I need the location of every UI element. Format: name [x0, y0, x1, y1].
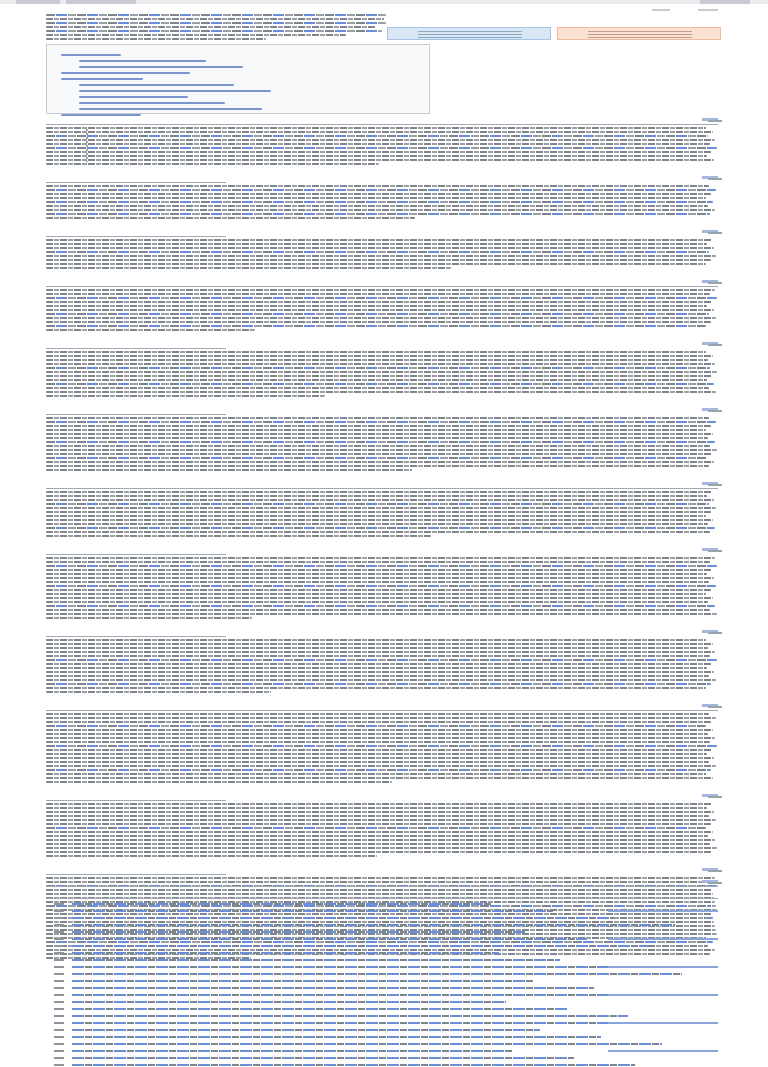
- text-line-with-link[interactable]: [46, 441, 715, 443]
- reference-citation[interactable]: [72, 1015, 628, 1017]
- text-line: [46, 647, 708, 649]
- text-line: [46, 835, 708, 837]
- reference-citation[interactable]: [72, 973, 682, 975]
- reference-item[interactable]: [46, 1015, 718, 1018]
- text-line: [46, 781, 392, 783]
- text-line: [46, 807, 707, 809]
- text-line: [46, 305, 707, 307]
- text-line: [46, 667, 707, 669]
- text-line: [46, 127, 706, 129]
- reference-citation[interactable]: [72, 903, 492, 905]
- text-line: [46, 855, 377, 857]
- text-line: [46, 753, 707, 755]
- margin-marker: [708, 632, 722, 634]
- text-line: [46, 765, 716, 767]
- section-heading: [46, 794, 226, 801]
- text-line: [46, 499, 714, 501]
- text-line-with-link[interactable]: [46, 147, 717, 149]
- text-line: [46, 217, 415, 219]
- text-line-with-link[interactable]: [46, 251, 709, 253]
- text-line: [46, 593, 706, 595]
- text-line-with-link[interactable]: [46, 325, 706, 327]
- section-paragraph: [46, 639, 718, 693]
- reference-citation[interactable]: [72, 987, 594, 989]
- text-line-with-link[interactable]: [46, 421, 716, 423]
- text-line: [46, 577, 714, 579]
- reference-number: [54, 931, 64, 933]
- text-line: [46, 351, 706, 353]
- infobox-right: [557, 27, 721, 40]
- text-line: [46, 815, 709, 817]
- reference-item[interactable]: [46, 910, 718, 913]
- margin-marker: [708, 344, 722, 346]
- section-heading: [46, 880, 718, 887]
- reference-citation[interactable]: [72, 938, 587, 940]
- reference-citation[interactable]: [72, 945, 648, 947]
- text-line-with-link[interactable]: [46, 135, 708, 137]
- reference-number: [54, 959, 64, 961]
- reference-item[interactable]: [46, 973, 718, 976]
- margin-marker: [708, 282, 722, 284]
- text-line: [46, 531, 710, 533]
- toc-item[interactable]: [53, 60, 423, 64]
- reference-citation[interactable]: [72, 1050, 513, 1052]
- section-heading: [46, 704, 718, 711]
- text-line: [46, 425, 711, 427]
- text-line: [46, 491, 712, 493]
- reference-external-link[interactable]: [608, 938, 718, 940]
- reference-external-link[interactable]: [608, 1050, 718, 1052]
- text-line-with-link[interactable]: [46, 565, 717, 567]
- text-line: [46, 737, 715, 739]
- text-line-with-link[interactable]: [46, 605, 715, 607]
- text-line: [46, 143, 710, 145]
- text-line: [46, 839, 715, 841]
- text-line: [46, 185, 709, 187]
- text-line-with-link[interactable]: [46, 297, 717, 299]
- margin-marker: [708, 706, 722, 708]
- reference-item[interactable]: [46, 938, 718, 941]
- text-line: [46, 773, 706, 775]
- reference-number: [54, 1043, 64, 1045]
- reference-citation[interactable]: [72, 966, 621, 968]
- margin-marker: [708, 178, 722, 180]
- section-paragraph: [46, 127, 718, 165]
- text-line: [46, 511, 711, 513]
- text-line: [46, 197, 706, 199]
- text-line: [46, 741, 710, 743]
- reference-item[interactable]: [46, 966, 718, 969]
- text-line: [46, 889, 706, 891]
- toc-item-label: [79, 84, 234, 86]
- section-paragraph: [46, 351, 718, 397]
- text-line: [46, 465, 709, 467]
- margin-marker: [708, 120, 722, 122]
- article-section: [46, 230, 718, 271]
- article-section: [46, 280, 718, 333]
- reference-number: [54, 1064, 64, 1066]
- section-heading: [46, 868, 226, 875]
- reference-item[interactable]: [46, 945, 718, 948]
- text-line: [46, 429, 706, 431]
- text-line: [46, 395, 325, 397]
- text-line: [46, 317, 716, 319]
- text-line: [46, 819, 716, 821]
- text-line: [46, 589, 711, 591]
- section-paragraph: [46, 417, 718, 471]
- text-line: [46, 613, 717, 615]
- text-line: [46, 391, 716, 393]
- reference-citation[interactable]: [72, 1057, 574, 1059]
- text-line: [46, 495, 707, 497]
- page-tool-link[interactable]: [652, 9, 670, 11]
- text-line: [46, 617, 252, 619]
- text-line: [46, 851, 712, 853]
- section-paragraph: [46, 185, 718, 219]
- toc-item-label: [61, 72, 190, 74]
- text-line: [46, 379, 707, 381]
- reference-citation[interactable]: [72, 924, 675, 926]
- section-heading: [46, 342, 226, 349]
- text-line: [46, 359, 708, 361]
- text-line: [46, 259, 711, 261]
- reference-citation[interactable]: [72, 917, 614, 919]
- reference-citation[interactable]: [72, 994, 655, 996]
- text-line: [46, 643, 713, 645]
- text-line: [46, 139, 715, 141]
- text-line-with-link[interactable]: [46, 827, 706, 829]
- margin-marker: [708, 232, 722, 234]
- text-line-with-link[interactable]: [46, 457, 707, 459]
- reference-number: [54, 973, 64, 975]
- toc-item-label: [79, 96, 188, 98]
- lead-paragraph: [46, 14, 386, 42]
- text-line: [46, 163, 379, 165]
- section-heading: [46, 176, 226, 183]
- text-line: [46, 823, 711, 825]
- text-line-with-link[interactable]: [46, 659, 717, 661]
- text-line-with-link[interactable]: [46, 769, 711, 771]
- reference-item[interactable]: [46, 994, 718, 997]
- toc-item-label: [79, 60, 206, 62]
- text-line: [46, 131, 713, 133]
- text-line: [46, 569, 712, 571]
- section-paragraph: [46, 713, 718, 783]
- text-line: [46, 453, 712, 455]
- text-line-with-link[interactable]: [46, 527, 715, 529]
- section-heading: [46, 482, 718, 489]
- reference-item[interactable]: [46, 917, 718, 920]
- text-line: [46, 749, 712, 751]
- reference-citation[interactable]: [72, 1043, 662, 1045]
- text-line: [46, 679, 716, 681]
- toc-list: [53, 54, 423, 118]
- text-line: [46, 155, 707, 157]
- text-line: [46, 255, 716, 257]
- toc-item[interactable]: [53, 84, 423, 88]
- text-line-with-link[interactable]: [46, 503, 709, 505]
- text-line: [46, 687, 706, 689]
- reference-external-link[interactable]: [608, 966, 718, 968]
- text-line: [46, 843, 710, 845]
- article-section: [46, 176, 718, 221]
- text-line-with-link[interactable]: [46, 313, 709, 315]
- toc-item-label: [79, 90, 271, 92]
- section-paragraph: [46, 803, 718, 857]
- reference-number: [54, 966, 64, 968]
- section-paragraph: [46, 289, 718, 331]
- table-of-contents: [46, 44, 430, 114]
- reference-item[interactable]: [46, 952, 718, 955]
- text-line-with-link[interactable]: [46, 383, 714, 385]
- reference-citation[interactable]: [72, 1029, 540, 1031]
- margin-marker: [708, 550, 722, 552]
- text-line: [46, 655, 710, 657]
- reference-item[interactable]: [46, 1057, 718, 1060]
- text-line: [46, 609, 710, 611]
- text-line: [46, 601, 708, 603]
- text-line: [46, 243, 707, 245]
- text-line: [46, 309, 714, 311]
- reference-item[interactable]: [46, 1008, 718, 1011]
- toc-item[interactable]: [53, 96, 423, 100]
- text-line: [46, 445, 710, 447]
- text-line: [46, 721, 711, 723]
- references-section: [46, 892, 718, 1067]
- reference-citation[interactable]: [72, 980, 533, 982]
- text-line-with-link[interactable]: [46, 745, 717, 747]
- article-section: [46, 482, 718, 539]
- text-line: [46, 293, 710, 295]
- reference-number: [54, 1001, 64, 1003]
- text-line: [46, 557, 715, 559]
- page-tool-link[interactable]: [698, 9, 718, 11]
- section-paragraph: [46, 239, 718, 269]
- reference-citation[interactable]: [72, 1064, 635, 1066]
- text-line: [46, 267, 451, 269]
- text-line: [46, 301, 712, 303]
- text-line: [46, 193, 711, 195]
- text-line: [46, 507, 716, 509]
- section-heading: [46, 408, 226, 415]
- reference-item[interactable]: [46, 980, 718, 983]
- text-line: [46, 651, 715, 653]
- section-paragraph: [46, 491, 718, 537]
- text-line: [46, 239, 712, 241]
- reference-citation[interactable]: [72, 910, 553, 912]
- text-line: [46, 461, 714, 463]
- reference-number: [54, 1050, 64, 1052]
- reference-number: [54, 938, 64, 940]
- reference-citation[interactable]: [72, 1008, 567, 1010]
- text-line-with-link[interactable]: [46, 725, 706, 727]
- reference-item[interactable]: [46, 1043, 718, 1046]
- text-line: [46, 263, 706, 265]
- reference-number: [54, 980, 64, 982]
- reference-external-link[interactable]: [608, 910, 718, 912]
- text-line: [46, 417, 709, 419]
- text-line: [46, 433, 713, 435]
- margin-marker: [708, 870, 722, 872]
- text-line-with-link[interactable]: [46, 189, 716, 191]
- text-line: [46, 205, 708, 207]
- toc-item-label: [61, 78, 143, 80]
- reference-item[interactable]: [46, 924, 718, 927]
- toc-item-label: [61, 114, 141, 116]
- text-line: [46, 375, 712, 377]
- text-line: [46, 387, 709, 389]
- article-section: [46, 704, 718, 785]
- text-line: [46, 519, 713, 521]
- text-line: [46, 691, 271, 693]
- page-tools: [652, 7, 718, 13]
- reference-item[interactable]: [46, 931, 718, 934]
- reference-item[interactable]: [46, 1029, 718, 1032]
- text-line: [46, 515, 706, 517]
- text-line: [46, 355, 713, 357]
- article-section: [46, 630, 718, 695]
- reference-number: [54, 1008, 64, 1010]
- text-line: [46, 151, 712, 153]
- reference-citation[interactable]: [72, 1001, 506, 1003]
- toc-item-label: [61, 54, 121, 56]
- text-line-with-link[interactable]: [46, 213, 710, 215]
- reference-citation[interactable]: [72, 959, 560, 961]
- text-line: [46, 535, 431, 537]
- text-line: [46, 561, 710, 563]
- text-line: [46, 733, 708, 735]
- text-line: [46, 713, 709, 715]
- reference-item[interactable]: [46, 1050, 718, 1053]
- toc-item[interactable]: [53, 102, 423, 106]
- section-heading: [46, 548, 226, 555]
- reference-number: [54, 1029, 64, 1031]
- section-heading: [46, 230, 226, 237]
- text-line: [46, 289, 715, 291]
- section-heading: [46, 280, 718, 287]
- reference-number: [54, 1057, 64, 1059]
- text-line: [46, 247, 714, 249]
- reference-number: [54, 903, 64, 905]
- infobox-left: [387, 27, 551, 40]
- references-heading: [46, 892, 718, 899]
- reference-item[interactable]: [46, 959, 718, 962]
- text-line: [46, 671, 714, 673]
- reference-number: [54, 1036, 64, 1038]
- text-line: [46, 581, 709, 583]
- text-line: [46, 877, 715, 879]
- text-line: [46, 803, 712, 805]
- text-line: [46, 663, 712, 665]
- reference-item[interactable]: [46, 1001, 718, 1004]
- reference-external-link[interactable]: [608, 994, 718, 996]
- toc-item-label: [79, 102, 225, 104]
- article-section: [46, 342, 718, 399]
- margin-marker: [708, 796, 722, 798]
- text-line: [46, 523, 708, 525]
- text-line: [46, 675, 709, 677]
- references-list: [46, 903, 718, 1067]
- text-line: [46, 159, 714, 161]
- reference-number: [54, 994, 64, 996]
- text-line: [46, 449, 717, 451]
- text-line: [46, 371, 717, 373]
- text-line: [46, 597, 713, 599]
- reference-citation[interactable]: [72, 952, 499, 954]
- reference-number: [54, 987, 64, 989]
- text-line: [46, 329, 255, 331]
- section-heading: [46, 630, 226, 637]
- article-section: [46, 548, 718, 621]
- text-line: [46, 777, 713, 779]
- text-line: [46, 363, 715, 365]
- text-line: [46, 321, 711, 323]
- text-line-with-link[interactable]: [46, 683, 711, 685]
- toc-item[interactable]: [53, 66, 423, 70]
- text-line: [46, 761, 709, 763]
- reference-number: [54, 917, 64, 919]
- margin-marker: [708, 410, 722, 412]
- toc-heading: [53, 48, 423, 52]
- reference-item[interactable]: [46, 987, 718, 990]
- text-line: [46, 717, 716, 719]
- toc-item-label: [79, 66, 243, 68]
- reference-item[interactable]: [46, 903, 718, 906]
- reference-number: [54, 910, 64, 912]
- toc-item[interactable]: [53, 78, 423, 82]
- text-line: [46, 639, 706, 641]
- text-line: [46, 811, 714, 813]
- reference-number: [54, 952, 64, 954]
- reference-item[interactable]: [46, 1036, 718, 1039]
- text-line-with-link[interactable]: [46, 585, 716, 587]
- text-line: [46, 847, 717, 849]
- text-line: [46, 437, 708, 439]
- text-line: [46, 831, 713, 833]
- reference-number: [54, 924, 64, 926]
- toc-item-label: [79, 108, 262, 110]
- text-line-with-link[interactable]: [46, 201, 713, 203]
- reference-number: [54, 945, 64, 947]
- toc-item[interactable]: [53, 72, 423, 76]
- reference-citation[interactable]: [72, 1036, 601, 1038]
- section-paragraph: [46, 557, 718, 619]
- toc-item[interactable]: [53, 54, 423, 58]
- margin-marker: [708, 882, 722, 884]
- text-line: [46, 757, 714, 759]
- article-section: [46, 794, 718, 859]
- article-section: [46, 408, 718, 473]
- text-line-with-link[interactable]: [46, 367, 710, 369]
- margin-marker: [708, 484, 722, 486]
- toc-item[interactable]: [53, 90, 423, 94]
- text-line: [46, 209, 715, 211]
- text-line: [46, 573, 707, 575]
- reference-citation[interactable]: [72, 931, 526, 933]
- text-line: [46, 729, 713, 731]
- section-heading: [46, 118, 718, 125]
- reference-number: [54, 1015, 64, 1017]
- toc-item[interactable]: [53, 108, 423, 112]
- text-line: [46, 469, 412, 471]
- article-section: [46, 118, 718, 167]
